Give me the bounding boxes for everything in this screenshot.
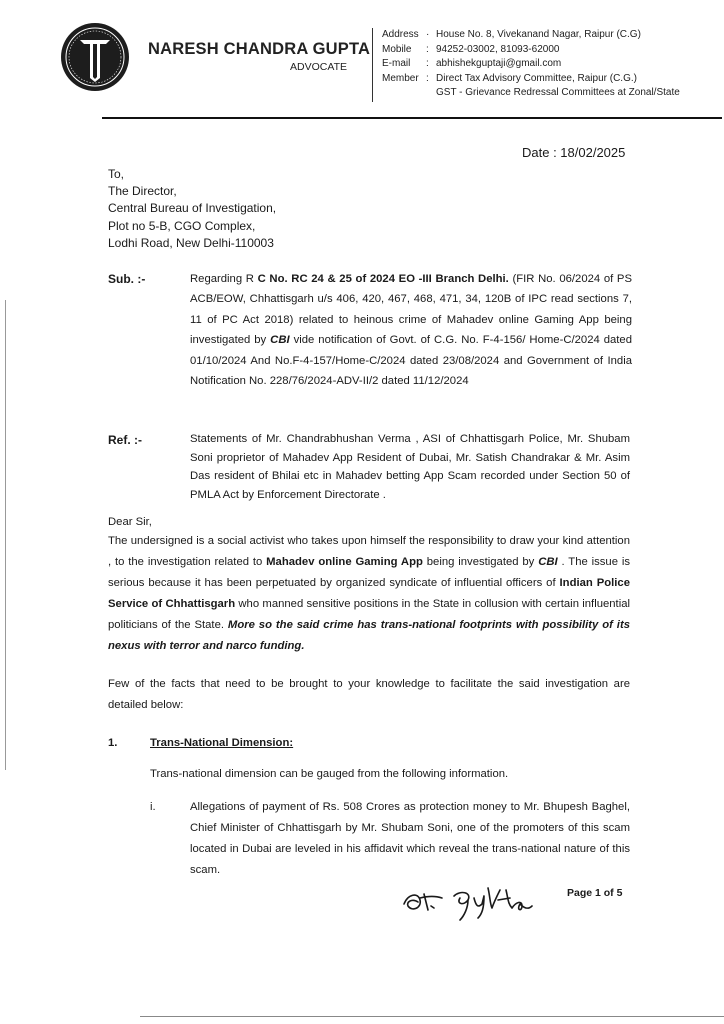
member-value-2: GST - Grievance Redressal Committees at Zonal/State <box>436 87 680 99</box>
email-row <box>382 57 680 72</box>
body-paragraph-2: Few of the facts that need to be brought to your knowledge to facilitate the said investigation are detailed below: <box>108 678 630 711</box>
list-item-number: i. <box>150 801 156 813</box>
addressee-line: To, <box>108 167 125 181</box>
letterhead-rule <box>102 117 722 119</box>
body-paragraph-1: The undersigned is a social activist who takes upon himself the responsibility to draw your kind attention , to the investigation related to Mahadev online Gaming App being investigated by CBI . The issue is serious because it has been perpetuated by organized syndicate of influential officers of Indian Police Service of Chhattisgarh who manned sensitive positions in the State in collusion with certain influential politicians of the State. More so the said crime has trans-national footprints with possibility of its nexus with terror and narco funding. <box>108 535 630 652</box>
header-divider <box>372 28 373 102</box>
addressee-line: Plot no 5-B, CGO Complex, <box>108 218 256 233</box>
reference-text: Statements of Mr. Chandrabhushan Verma , ASI of Chhattisgarh Police, Mr. Shubam Soni proprietor of Mahadev App Resident of Dubai, Mr. Satish Chandrakar & Mr. Asim Das resident of Bhilai etc in Mahadev betting App Scam recorded under Section 50 of PMLA Act by Enforcement Directorate . <box>190 433 630 501</box>
member-separator: : <box>426 72 429 84</box>
addressee-block <box>108 166 276 252</box>
section-number: 1. <box>108 737 118 749</box>
handwritten-signature <box>398 880 543 924</box>
address-value: House No. 8, Vivekanand Nagar, Raipur (C.G) <box>436 29 641 40</box>
mobile-value: 94252-03002, 81093-62000 <box>436 43 560 55</box>
list-item-text: Allegations of payment of Rs. 508 Crores as protection money to Mr. Bhupesh Baghel, Chief Minister of Chhattisgarh by Mr. Shubam Soni, one of the promoters of this scam located in Dubai are leveled in his affidavit which reveal the trans-national nature of this scam. <box>190 801 630 876</box>
advocate-name: NARESH CHANDRA GUPTA <box>148 40 371 58</box>
member-label: Member <box>382 72 419 84</box>
scan-edge-bottom <box>140 1016 724 1017</box>
address-row <box>382 28 680 43</box>
addressee-line: The Director, <box>108 184 177 199</box>
email-separator: : <box>426 58 429 70</box>
member-value: Direct Tax Advisory Committee, Raipur (C.G.) <box>436 72 637 84</box>
address-separator: · <box>426 29 430 40</box>
cbi-emphasis: CBI <box>270 334 290 347</box>
letter-date: Date : 18/02/2025 <box>522 145 626 160</box>
contact-block <box>382 28 680 101</box>
case-reference: C No. RC 24 & 25 of 2024 EO -III Branch Delhi. <box>257 273 509 285</box>
subject-text: Regarding R C No. RC 24 & 25 of 2024 EO -III Branch Delhi. (FIR No. 06/2024 of PS ACB/EOW, Chhattisgarh u/s 406, 420, 467, 468, 471, 34, 120B of IPC read sections 7, 11 of PC Act 2018) related to heinous crime of Mahadev online Gaming App being investigated by CBI vide notification of Govt. of C.G. No. F-4-156/ Home-C/2024 dated 01/10/2024 And No.F-4-157/Home-C/2024 dated 23/08/2024 and Government of India Notification No. 228/76/2024-ADV-II/2 dated 11/12/2024 <box>190 273 632 388</box>
email-value: abhishekguptaji@gmail.com <box>436 58 562 70</box>
salutation: Dear Sir, <box>108 516 152 528</box>
member-row <box>382 72 680 87</box>
address-label: Address <box>382 29 419 40</box>
scan-edge-left <box>5 300 6 770</box>
addressee-line: Lodhi Road, New Delhi-110003 <box>108 235 274 250</box>
mobile-row <box>382 43 680 58</box>
advocate-emblem-logo <box>60 22 130 92</box>
advocate-title: ADVOCATE <box>290 61 347 73</box>
email-label: E-mail <box>382 58 411 70</box>
section-intro: Trans-national dimension can be gauged from the following information. <box>150 768 509 780</box>
member-row-continued <box>382 86 680 101</box>
page-number: Page 1 of 5 <box>567 887 623 899</box>
mobile-label: Mobile <box>382 43 412 55</box>
reference-label: Ref. :- <box>108 433 142 447</box>
mobile-separator: : <box>426 43 429 55</box>
addressee-line: Central Bureau of Investigation, <box>108 201 277 216</box>
subject-label: Sub. :- <box>108 272 146 286</box>
section-heading: Trans-National Dimension: <box>150 737 294 749</box>
